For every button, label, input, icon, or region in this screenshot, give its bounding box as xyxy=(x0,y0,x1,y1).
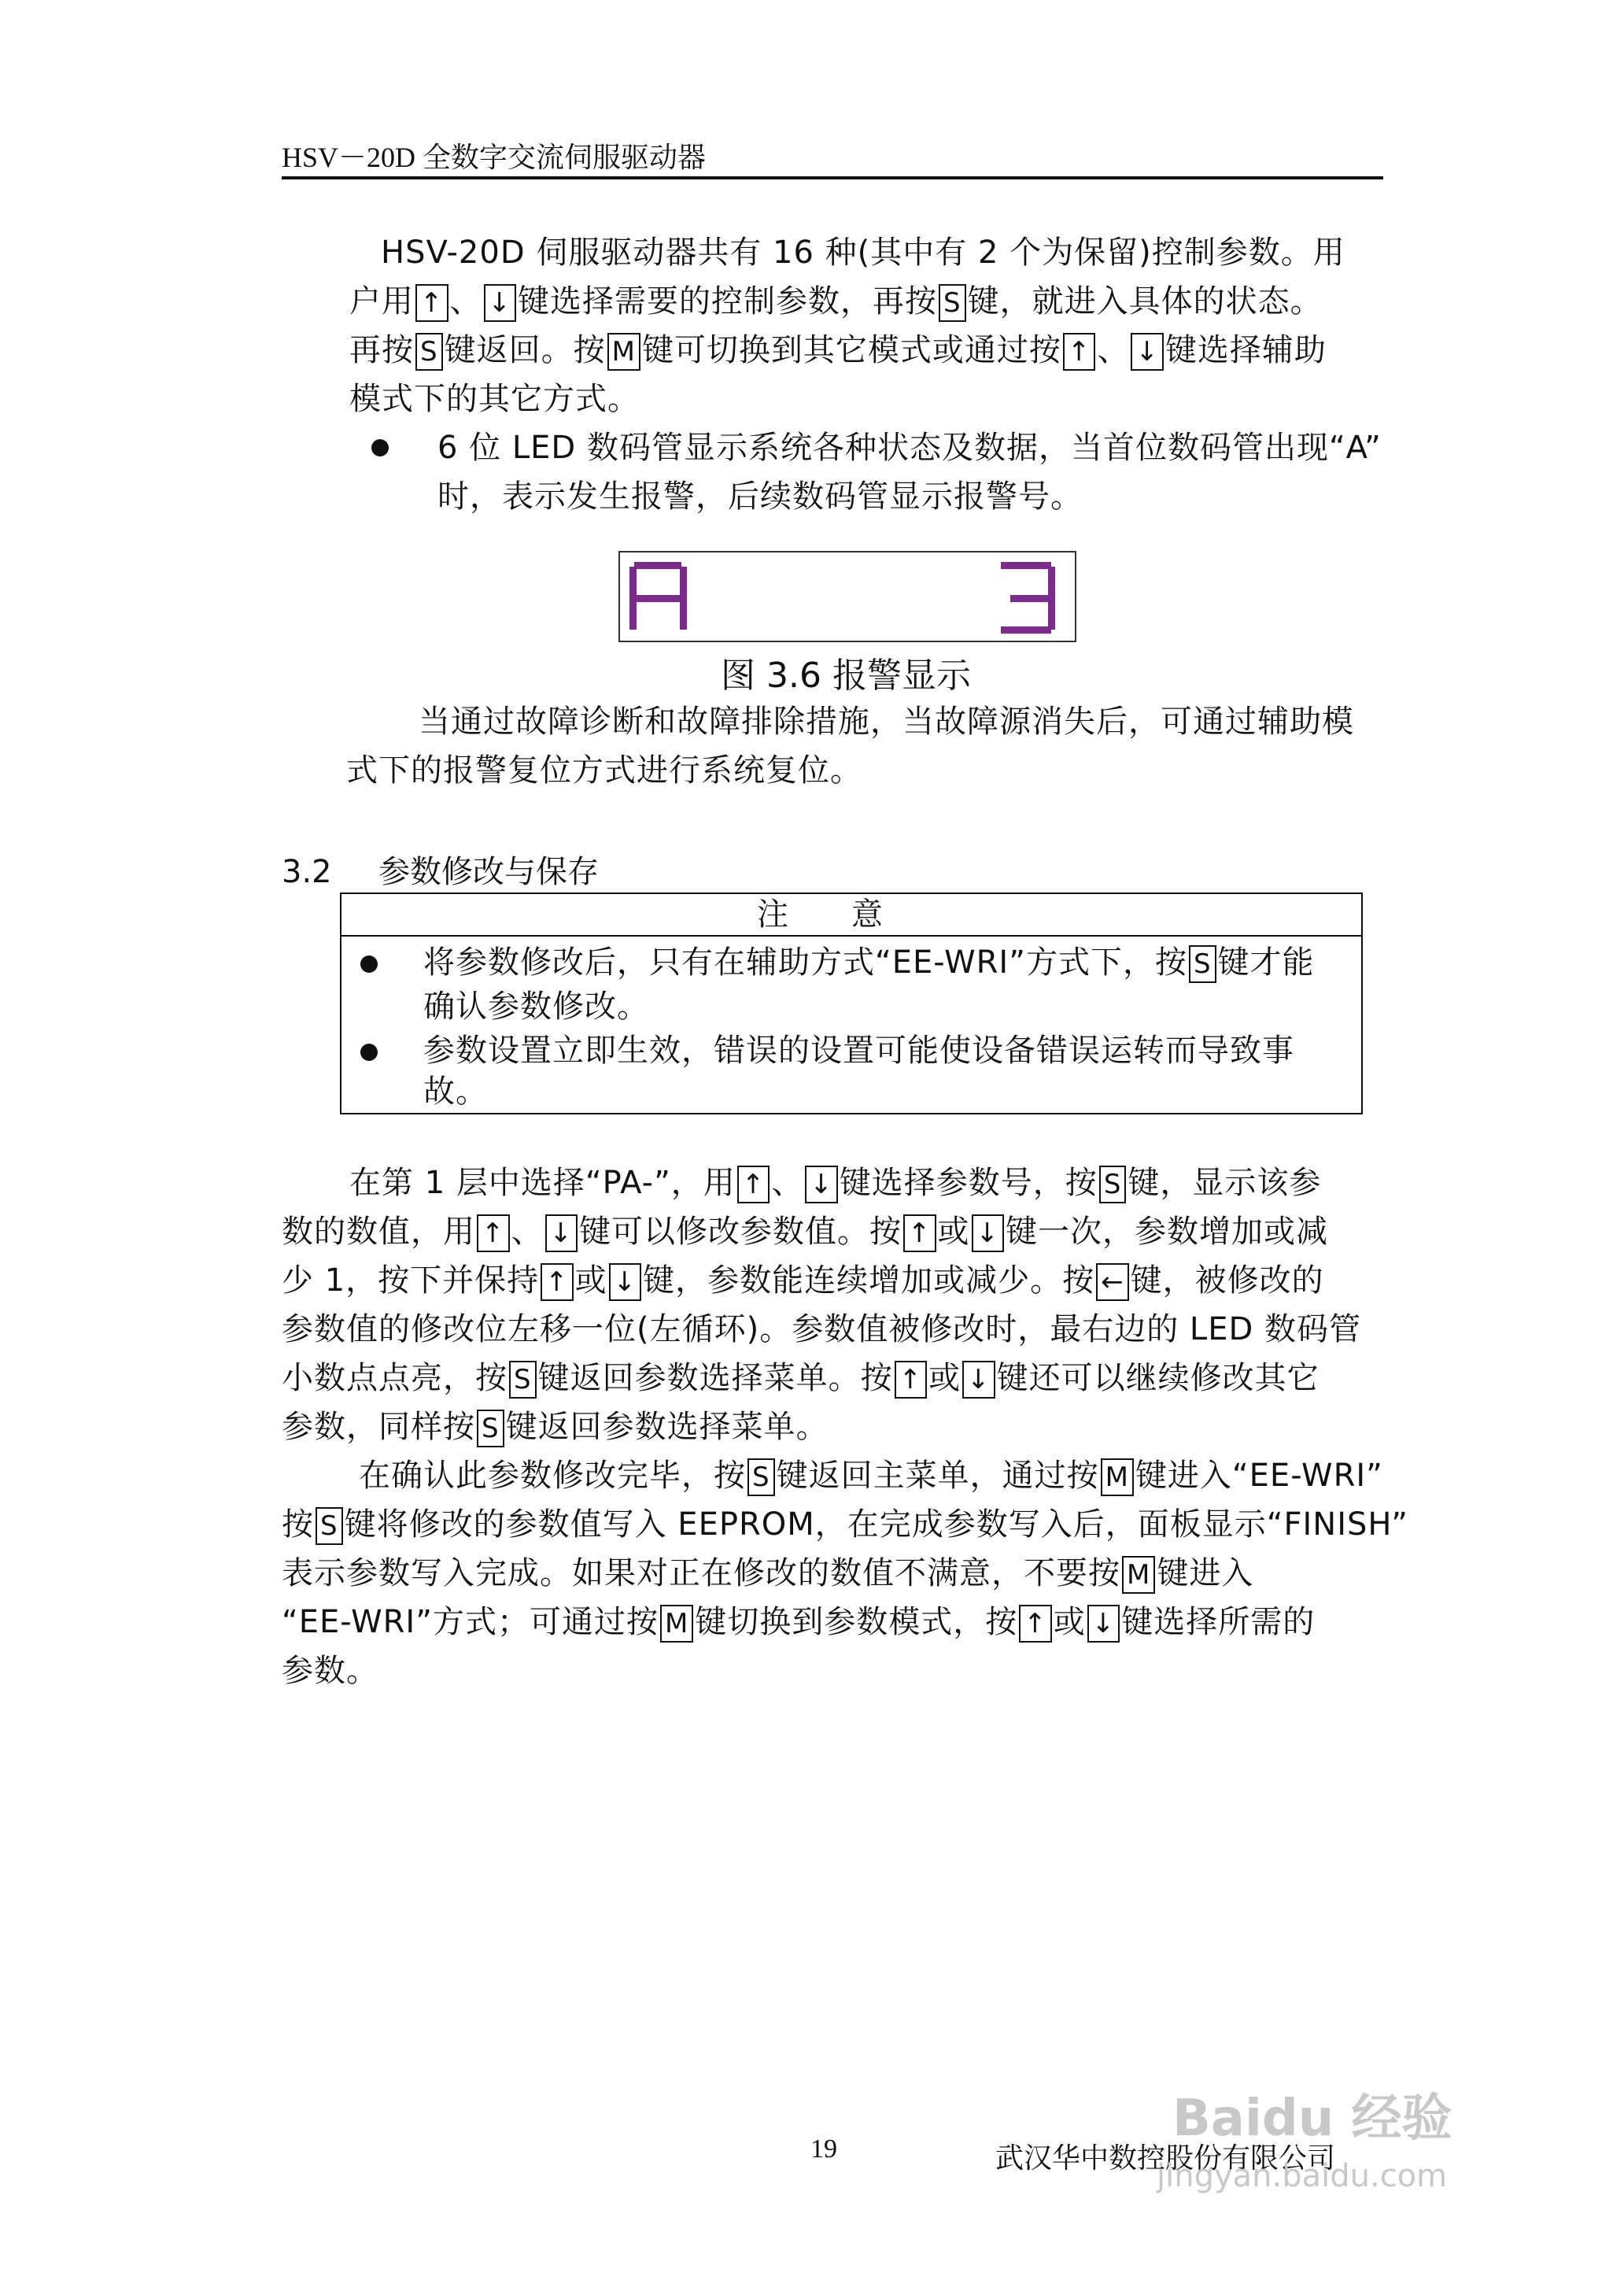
text-segment: 参数，同样按 xyxy=(282,1409,475,1445)
body2-line-5 xyxy=(282,1646,378,1695)
text-segment: 、 xyxy=(771,1165,804,1201)
text-segment: 参数值的修改位左移一位(左循环)。参数值被修改时，最右边的 LED 数码管 xyxy=(282,1311,1361,1347)
text-segment: 键可以修改参数值。按 xyxy=(579,1214,902,1250)
text-segment: 模式下的其它方式。 xyxy=(349,381,640,417)
body1-line-1 xyxy=(349,1159,1321,1207)
text-segment: 或 xyxy=(574,1262,607,1299)
m-key-icon: M xyxy=(1101,1458,1134,1496)
text-segment: 键返回参数选择菜单。按 xyxy=(537,1360,893,1396)
led-bullet-line-2: 时，表示发生报警，后续数码管显示报警号。 xyxy=(437,479,1083,515)
text-segment: 键，被修改的 xyxy=(1130,1262,1324,1299)
down-arrow-key-icon: ↓ xyxy=(609,1263,642,1301)
text-segment: 键还可以继续修改其它 xyxy=(996,1360,1320,1396)
text-segment: 在第 1 层中选择“PA-”，用 xyxy=(349,1165,736,1201)
figure-caption: 图 3.6 报警显示 xyxy=(721,656,971,696)
s-key-icon: S xyxy=(747,1458,775,1496)
section-heading xyxy=(282,847,599,892)
text-segment: 或 xyxy=(928,1360,961,1396)
text-segment: 键选择辅助 xyxy=(1164,332,1327,368)
left-arrow-key-icon: ← xyxy=(1096,1263,1129,1301)
seven-segment-display xyxy=(620,552,1075,641)
document-header: HSV－20D 全数字交流伺服驱动器 xyxy=(282,142,707,173)
text-segment: 数的数值，用 xyxy=(282,1214,475,1250)
up-arrow-key-icon: ↑ xyxy=(541,1263,574,1301)
segment-digit-a xyxy=(629,562,687,630)
up-arrow-key-icon: ↑ xyxy=(415,284,448,322)
text-segment: 表示参数写入完成。如果对正在修改的数值不满意，不要按 xyxy=(282,1555,1120,1591)
text-segment: 按 xyxy=(282,1506,314,1543)
text-segment: 键，参数能连续增加或减少。按 xyxy=(643,1262,1095,1299)
intro-line-3 xyxy=(349,326,1327,375)
bullet-icon xyxy=(360,1044,378,1061)
text-segment: “EE-WRI”方式；可通过按 xyxy=(282,1604,659,1640)
body1-line-6 xyxy=(282,1402,829,1451)
intro-line-1 xyxy=(381,228,1345,277)
text-segment: 将参数修改后，只有在辅助方式“EE-WRI”方式下，按 xyxy=(423,944,1187,981)
text-segment: 、 xyxy=(449,283,482,320)
s-key-icon: S xyxy=(509,1361,537,1399)
recovery-line-2: 式下的报警复位方式进行系统复位。 xyxy=(346,752,862,789)
notice-item-2-line-2: 故。 xyxy=(423,1074,488,1110)
page-number: 19 xyxy=(810,2134,837,2164)
s-key-icon: S xyxy=(415,333,443,371)
bullet-icon xyxy=(360,955,378,973)
body2-line-4 xyxy=(282,1598,1315,1646)
text-segment: 在确认此参数修改完毕，按 xyxy=(359,1458,746,1494)
watermark-url: jingyan.baidu.com xyxy=(1157,2158,1448,2194)
body1-line-2 xyxy=(282,1207,1328,1256)
down-arrow-key-icon: ↓ xyxy=(545,1214,578,1252)
text-segment: 参数。 xyxy=(282,1653,378,1689)
intro-line-4 xyxy=(349,375,640,423)
text-segment: 键返回。按 xyxy=(444,332,606,368)
up-arrow-key-icon: ↑ xyxy=(1019,1605,1052,1643)
text-segment: 键选择参数号，按 xyxy=(839,1165,1098,1201)
text-segment: 键返回参数选择菜单。 xyxy=(505,1409,829,1445)
text-segment: 键，显示该参 xyxy=(1128,1165,1322,1201)
body2-line-2 xyxy=(282,1500,1408,1549)
down-arrow-key-icon: ↓ xyxy=(1087,1605,1120,1643)
text-segment: 键将修改的参数值写入 EEPROM，在完成参数写入后，面板显示“FINISH” xyxy=(344,1506,1408,1543)
watermark-brand: Baidu 经验 xyxy=(1172,2090,1452,2148)
segment-digit-3 xyxy=(1001,562,1055,634)
text-segment: 或 xyxy=(937,1214,970,1250)
text-segment: 少 1，按下并保持 xyxy=(282,1262,540,1299)
up-arrow-key-icon: ↑ xyxy=(1063,333,1096,371)
section-title: 参数修改与保存 xyxy=(378,854,600,890)
text-segment: HSV-20D 伺服驱动器共有 16 种(其中有 2 个为保留)控制参数。用 xyxy=(381,235,1345,271)
m-key-icon: M xyxy=(1122,1556,1155,1594)
s-key-icon: S xyxy=(1189,945,1216,983)
body2-line-3 xyxy=(282,1549,1253,1598)
up-arrow-key-icon: ↑ xyxy=(895,1361,928,1399)
footer-company: 武汉华中数控股份有限公司 xyxy=(995,2142,1336,2175)
body2-line-1 xyxy=(359,1451,1383,1500)
header-rule xyxy=(282,176,1383,179)
down-arrow-key-icon: ↓ xyxy=(805,1166,838,1203)
text-segment: 、 xyxy=(511,1214,544,1250)
intro-line-2 xyxy=(349,277,1323,326)
section-number: 3.2 xyxy=(282,854,332,890)
m-key-icon: M xyxy=(660,1605,693,1643)
recovery-line-1: 当通过故障诊断和故障排除措施，当故障源消失后，可通过辅助模 xyxy=(419,704,1354,740)
alarm-display-figure xyxy=(618,551,1076,642)
down-arrow-key-icon: ↓ xyxy=(972,1214,1005,1252)
text-segment: 键进入“EE-WRI” xyxy=(1135,1458,1383,1494)
text-segment: 键选择需要的控制参数，再按 xyxy=(518,283,937,320)
text-segment: 户用 xyxy=(349,283,414,320)
text-segment: 键，就进入具体的状态。 xyxy=(967,283,1323,320)
led-bullet-line-1: 6 位 LED 数码管显示系统各种状态及数据，当首位数码管出现“A” xyxy=(437,430,1382,466)
up-arrow-key-icon: ↑ xyxy=(737,1166,770,1203)
text-segment: 键切换到参数模式，按 xyxy=(695,1604,1018,1640)
notice-title: 注意 xyxy=(341,894,1361,937)
notice-box xyxy=(340,893,1363,1114)
down-arrow-key-icon: ↓ xyxy=(1131,333,1164,371)
body1-line-5 xyxy=(282,1354,1320,1402)
s-key-icon: S xyxy=(477,1410,504,1447)
down-arrow-key-icon: ↓ xyxy=(962,1361,995,1399)
text-segment: 或 xyxy=(1053,1604,1086,1640)
s-key-icon: S xyxy=(316,1507,343,1545)
body1-line-4 xyxy=(282,1305,1361,1354)
text-segment: 键返回主菜单，通过按 xyxy=(776,1458,1099,1494)
down-arrow-key-icon: ↓ xyxy=(484,284,517,322)
up-arrow-key-icon: ↑ xyxy=(477,1214,510,1252)
text-segment: 键选择所需的 xyxy=(1121,1604,1316,1640)
text-segment: 键进入 xyxy=(1157,1555,1254,1591)
text-segment: 键可切换到其它模式或通过按 xyxy=(641,332,1061,368)
text-segment: 键一次，参数增加或减 xyxy=(1006,1214,1328,1250)
notice-item-1-line-2: 确认参数修改。 xyxy=(423,989,649,1025)
s-key-icon: S xyxy=(1099,1166,1127,1203)
body1-line-3 xyxy=(282,1256,1324,1305)
notice-item-1-line-1 xyxy=(423,938,1315,987)
up-arrow-key-icon: ↑ xyxy=(903,1214,936,1252)
text-segment: 再按 xyxy=(349,332,414,368)
notice-item-2-line-1: 参数设置立即生效，错误的设置可能使设备错误运转而导致事 xyxy=(423,1033,1294,1069)
bullet-icon xyxy=(371,439,389,456)
text-segment: 小数点点亮，按 xyxy=(282,1360,507,1396)
text-segment: 、 xyxy=(1097,332,1130,368)
s-key-icon: S xyxy=(939,284,966,322)
text-segment: 键才能 xyxy=(1217,944,1315,981)
m-key-icon: M xyxy=(607,333,640,371)
